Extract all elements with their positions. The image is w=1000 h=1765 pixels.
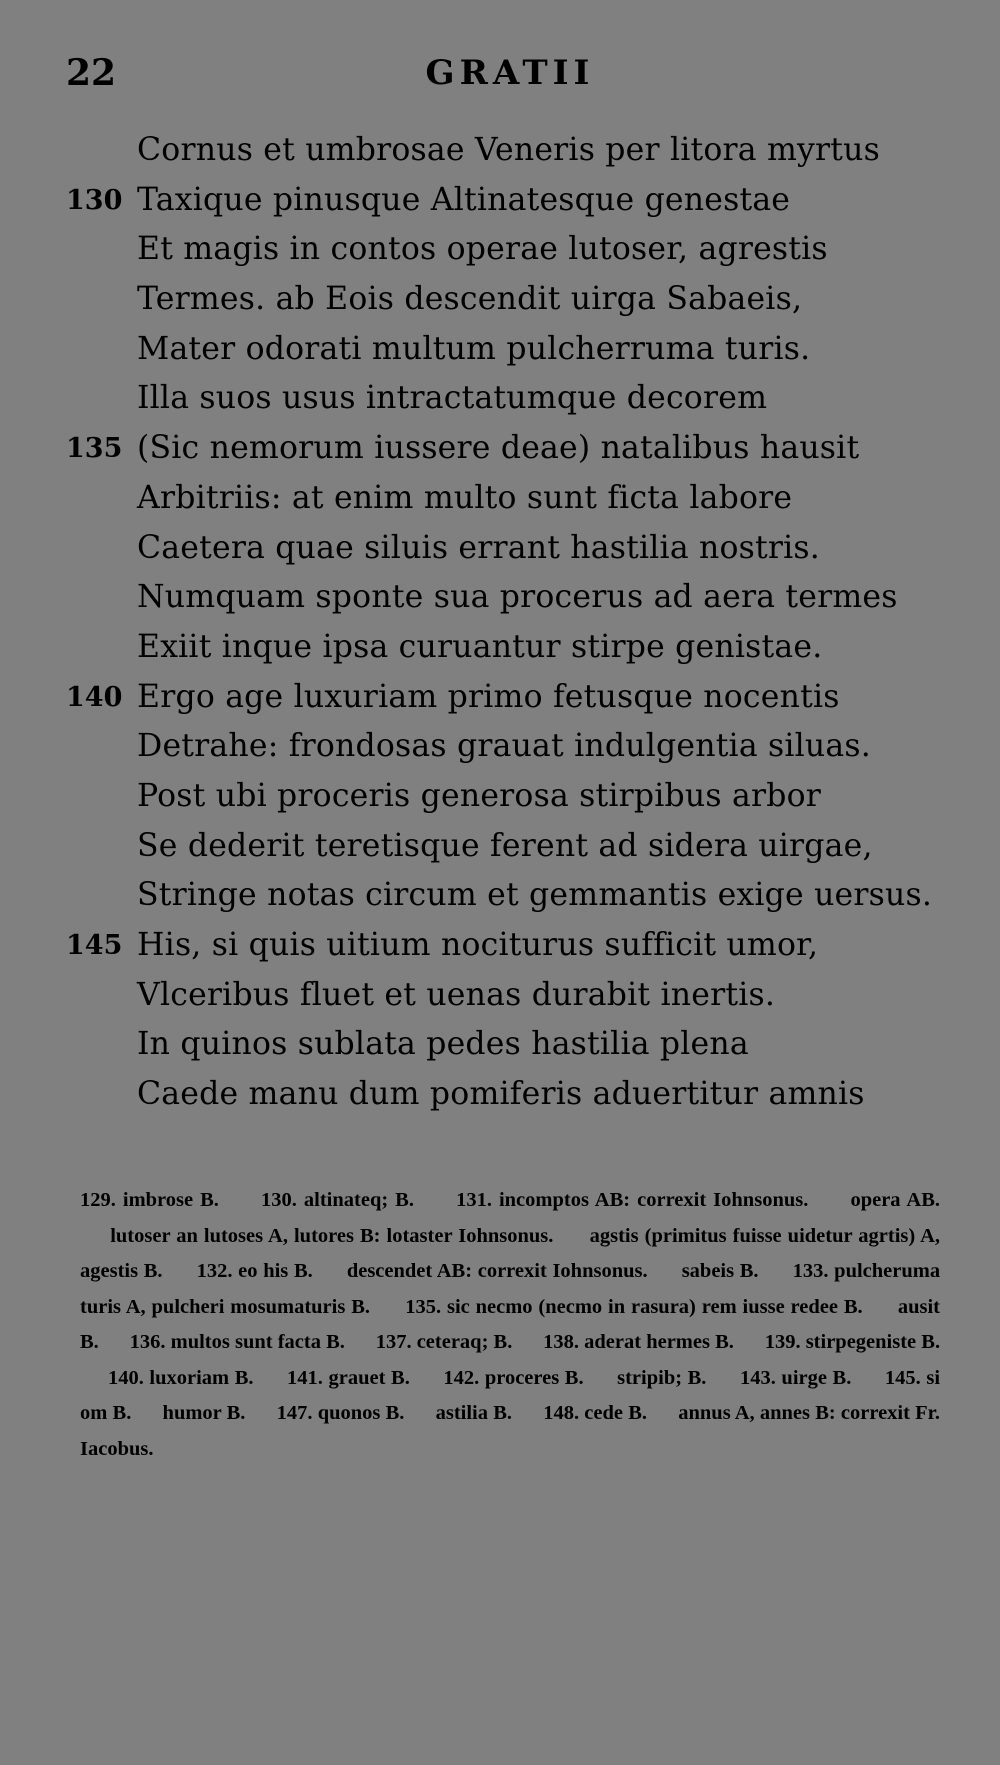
apparatus-note: humor B. [162, 1402, 246, 1424]
verse-text: Et magis in contos operae lutoser, agrestis [137, 231, 828, 268]
verse-text: Arbitriis: at enim multo sunt ficta labore [137, 479, 793, 516]
line-number: 130 [66, 184, 123, 216]
verse-text: Taxique pinusque Altinatesque genestae [137, 181, 791, 218]
apparatus-note: 145. si om B. [80, 1366, 941, 1424]
apparatus-note: 137. ceteraq; B. [375, 1331, 513, 1353]
verse-line [0, 126, 1000, 176]
verse-line [0, 921, 1000, 971]
apparatus-note: descendet AB: correxit Iohnsonus. [346, 1260, 648, 1282]
critical-apparatus [80, 1183, 940, 1467]
verse-text: His, si quis uitium nociturus sufficit umor, [137, 927, 819, 963]
verse-line [0, 673, 1000, 723]
apparatus-note: astilia B. [435, 1402, 513, 1424]
verse-line [0, 225, 1000, 275]
verse-text: Termes. ab Eois descendit uirga Sabaeis, [137, 281, 803, 318]
apparatus-note: 131. incomptos AB: correxit Iohnsonus. [456, 1189, 809, 1211]
apparatus-note: 135. sic necmo (necmo in rasura) rem iusse redee B. [405, 1295, 863, 1318]
verse-line [0, 1020, 1000, 1070]
apparatus-note: 148. cede B. [543, 1402, 648, 1424]
apparatus-note: annus A, annes B: correxit Fr. Iacobus. [80, 1402, 941, 1460]
line-number: 135 [66, 433, 123, 465]
verse-line [0, 573, 1000, 623]
verse-line [0, 822, 1000, 872]
apparatus-note: agstis (primitus fuisse uidetur agrtis) A, agestis B. [80, 1224, 941, 1282]
apparatus-note: 143. uirge B. [739, 1366, 852, 1389]
running-head: GRATII [425, 53, 595, 93]
verse-block [0, 126, 1000, 1120]
apparatus-note: opera AB. [850, 1189, 941, 1211]
verse-text: Detrahe: frondosas grauat indulgentia siluas. [137, 728, 871, 765]
verse-line [0, 871, 1000, 921]
verse-text: Mater odorati multum pulcherruma turis. [137, 330, 811, 367]
apparatus-note: 133. pulcheruma turis A, pulcheri mosumaturis B. [80, 1260, 941, 1318]
verse-line [0, 1070, 1000, 1120]
page-number: 22 [66, 52, 117, 94]
apparatus-note: lutoser an lutoses A, lutores B: lotaster Iohnsonus. [110, 1224, 554, 1247]
apparatus-note: 147. quonos B. [276, 1402, 405, 1424]
apparatus-note: 141. grauet B. [287, 1366, 410, 1389]
verse-text: (Sic nemorum iussere deae) natalibus hausit [137, 430, 860, 467]
apparatus-note: 136. multos sunt facta B. [129, 1331, 345, 1353]
page-header [0, 48, 1000, 98]
verse-text: Vlceribus fluet et uenas durabit inertis. [137, 976, 776, 1013]
verse-text: Caetera quae siluis errant hastilia nostris. [137, 529, 821, 566]
verse-line [0, 374, 1000, 424]
apparatus-note: 142. proceres B. [443, 1366, 584, 1389]
apparatus-note: 138. aderat hermes B. [543, 1331, 734, 1353]
verse-text: Post ubi proceris generosa stirpibus arbor [137, 777, 822, 814]
verse-line [0, 474, 1000, 524]
verse-line [0, 524, 1000, 574]
apparatus-note: ausit B. [80, 1295, 941, 1353]
verse-text: Numquam sponte sua procerus ad aera termes [137, 579, 898, 616]
verse-line [0, 971, 1000, 1021]
verse-line [0, 275, 1000, 325]
verse-text: In quinos sublata pedes hastilia plena [137, 1026, 749, 1063]
verse-line [0, 722, 1000, 772]
apparatus-note: stripib; B. [617, 1366, 707, 1389]
verse-text: Stringe notas circum et gemmantis exige uersus. [137, 877, 933, 914]
verse-line [0, 772, 1000, 822]
apparatus-note: 140. luxoriam B. [107, 1366, 254, 1389]
verse-text: Se dederit teretisque ferent ad sidera uirgae, [137, 827, 873, 864]
line-number: 140 [66, 681, 123, 713]
line-number: 145 [66, 930, 123, 961]
verse-text: Cornus et umbrosae Veneris per litora myrtus [137, 132, 881, 168]
verse-line [0, 424, 1000, 474]
verse-line [0, 176, 1000, 226]
verse-line [0, 623, 1000, 673]
apparatus-note: 132. eo his B. [196, 1260, 313, 1282]
verse-text: Ergo age luxuriam primo fetusque nocentis [137, 678, 840, 715]
verse-text: Illa suos usus intractatumque decorem [137, 380, 768, 417]
verse-line [0, 325, 1000, 375]
apparatus-note: 130. altinateq; B. [261, 1189, 414, 1211]
apparatus-note: 129. imbrose B. [80, 1189, 219, 1211]
apparatus-note: sabeis B. [681, 1260, 759, 1282]
verse-text: Caede manu dum pomiferis aduertitur amnis [137, 1076, 865, 1113]
verse-text: Exiit inque ipsa curuantur stirpe genistae. [137, 628, 823, 665]
apparatus-note: 139. stirpegeniste B. [764, 1331, 941, 1353]
